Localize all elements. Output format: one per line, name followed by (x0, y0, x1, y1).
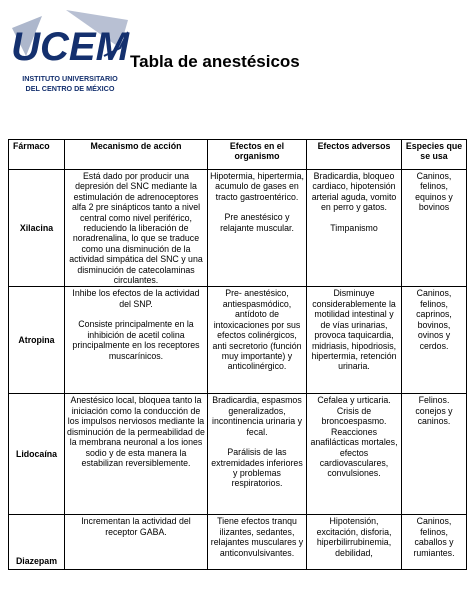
drug-name: Atropina (9, 287, 65, 394)
effects-text: Pre anestésico y relajante muscular. (220, 212, 294, 233)
mechanism-cell (65, 170, 208, 287)
species-text: Caninos, felinos, caprinos, bovinos, ovinos y cerdos. (416, 288, 452, 351)
header-adversos: Efectos adversos (307, 140, 402, 170)
header-farmaco: Fármaco (9, 140, 65, 170)
effects-text: Hipotermia, hipertermia, acumulo de gases en tracto gastroentérico. (210, 171, 304, 202)
effects-text: Parálisis de las extremidades inferiores y problemas respiratorios. (211, 447, 303, 489)
table-row (9, 515, 467, 570)
adverse-text: Hipotensión, excitación, disforia, hiperbilirrubinemia, debilidad, (316, 516, 392, 558)
table-row (9, 170, 467, 287)
adverse-cell (307, 394, 402, 515)
species-cell (402, 394, 467, 515)
mechanism-text: Consiste principalmente en la inhibición de acetil colina principalmente en los receptores muscarínicos. (72, 319, 200, 361)
anesthetics-table (8, 139, 467, 570)
mechanism-cell (65, 394, 208, 515)
effects-text: Tiene efectos tranqu ilizantes, sedantes, relajantes musculares y anticonvulsivantes. (210, 516, 304, 558)
mechanism-cell (65, 287, 208, 394)
mechanism-text: Anestésico local, bloquea tanto la iniciación como la conducción de los impulsos nerviosos mediante la disminución de la permeabilidad de la membrana neuronal a los iones sodio y de esta manera la estabilizan reversiblemente. (67, 395, 205, 468)
mechanism-text: Está dado por producir una depresión del SNC mediante la estimulación de adrenoceptores alfa 2 pre sinápticos tanto a nivel central como nivel periférico, reduciendo la liberación de noradrenalina, lo que se traduce como una disminución de la actividad simpática del SNC y una disminución de catecolaminas circulantes. (69, 171, 203, 286)
header-especies: Especies que se usa (402, 140, 467, 170)
species-text: Caninos, felinos, equinos y bovinos (415, 171, 453, 213)
logo-line-1: INSTITUTO UNIVERSITARIO (22, 74, 118, 83)
effects-cell (208, 287, 307, 394)
drug-name: Xilacina (9, 170, 65, 287)
logo-line-2: DEL CENTRO DE MÉXICO (25, 84, 115, 93)
mechanism-text: Incrementan la actividad del receptor GABA. (81, 516, 191, 537)
page-title: Tabla de anestésicos (130, 52, 300, 71)
adverse-text: Cefalea y urticaria. Crisis de broncoespasmo. Reacciones anafilácticas mortales, efectos cardiovasculares, convulsiones. (310, 395, 398, 479)
species-cell (402, 170, 467, 287)
logo-word: UCEM (11, 25, 129, 69)
species-text: Felinos. conejos y caninos. (415, 395, 453, 427)
table-row (9, 394, 467, 515)
effects-cell (208, 394, 307, 515)
mechanism-cell (65, 515, 208, 570)
header-efectos: Efectos en el organismo (208, 140, 307, 170)
table-row (9, 287, 467, 394)
ucem-logo (8, 8, 132, 96)
adverse-cell (307, 170, 402, 287)
header-mecanismo: Mecanismo de acción (65, 140, 208, 170)
species-cell (402, 515, 467, 570)
drug-name: Diazepam (9, 515, 65, 570)
table-header-row (9, 140, 467, 170)
adverse-text: Disminuye considerablemente la motilidad intestinal y de vías urinarias, provoca taquicardia, midriasis, hipodriosis, hipertermia, retención urinaria. (311, 288, 397, 372)
effects-cell (208, 515, 307, 570)
effects-text: Pre- anestésico, antiespasmódico, antídoto de intoxicaciones por sus efectos colinérgicos, anti secretorio (función muy importante) y anticolinérgico. (212, 288, 302, 372)
species-text: Caninos, felinos, caballos y rumiantes. (413, 516, 455, 558)
adverse-text: Timpanismo (330, 222, 378, 233)
effects-cell (208, 170, 307, 287)
drug-name: Lidocaína (9, 394, 65, 515)
effects-text: Bradicardia, espasmos generalizados, incontinencia urinaria y fecal. (212, 395, 302, 437)
adverse-text: Bradicardia, bloqueo cardiaco, hipotensión arterial aguda, vomito en perro y gatos. (311, 171, 397, 213)
adverse-cell (307, 287, 402, 394)
logo-graphic (8, 8, 132, 74)
mechanism-text: Inhibe los efectos de la actividad del SNP. (72, 288, 200, 309)
species-cell (402, 287, 467, 394)
adverse-cell (307, 515, 402, 570)
